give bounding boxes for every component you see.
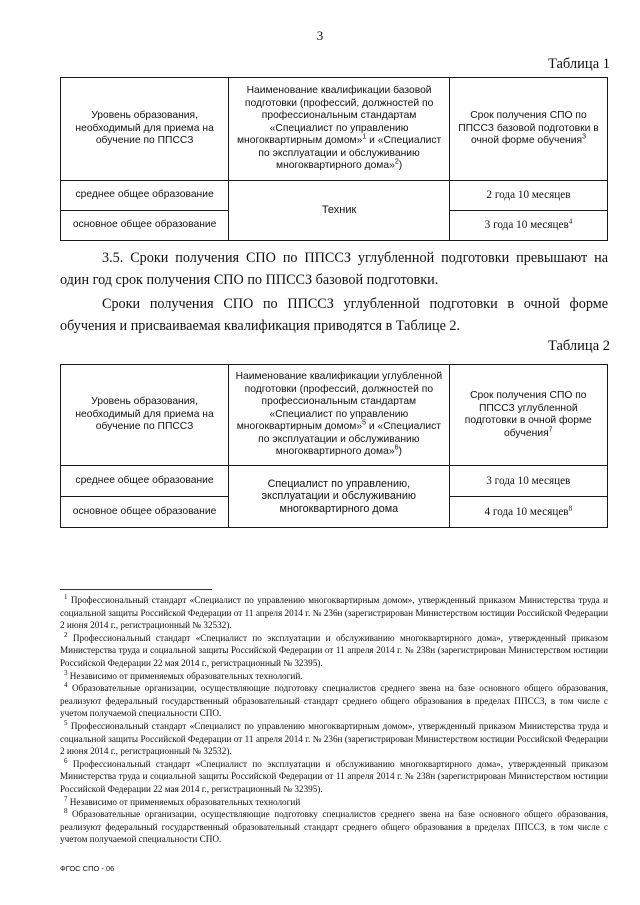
footnote: $^6$ Профессиональный стандарт «Специалист по эксплуатации и обслуживанию многоквартирного дома», утвержденный приказом Министерства труда и социальной защиты Российской Федерации от 11 апреля 2014 г. № 238н (зарегистрирован Министерством юстиции Российской Федерации 22 мая 2014 г., регистрационный № 32395).	[60, 756, 609, 794]
paragraph-3-5: 3.5. Сроки получения СПО по ППССЗ углубленной подготовки превышают на один год срок получения СПО по ППССЗ базовой подготовки.	[60, 250, 608, 288]
table-row	[61, 365, 608, 466]
cell-term: 3 года 10 месяцев	[449, 466, 607, 497]
page-number: 3	[316, 28, 324, 43]
footnote: $^5$ Профессиональный стандарт «Специалист по управлению многоквартирным домом», утвержденный приказом Министерства труда и социальной защиты Российской Федерации от 11 апреля 2014 г. № 236н (зарегистрирован Министерством юстиции Российской Федерации 2 июня 2014 г., регистрационный № 32532).	[60, 718, 608, 757]
cell-level: среднее общее образование	[61, 466, 229, 497]
table-1	[60, 77, 608, 241]
paragraph-table2-intro: Сроки получения СПО по ППССЗ углубленной подготовки в очной форме обучения и присваиваемая квалификация приводятся в Таблице 2.	[60, 296, 608, 334]
cell-term: 2 года 10 месяцев	[449, 181, 607, 211]
header-cell-qualification: Наименование квалификации углубленной подготовки (профессий, должностей по профессиональным стандартам «Специалист по управлению многоквартирным домом»$^5$ и «Специалист по эксплуатации и обслуживанию многоквартирного дома»$^6$)	[229, 365, 450, 466]
header-cell-term: Срок получения СПО по ППССЗ базовой подготовки в очной форме обучения$^3$	[449, 78, 607, 181]
header-cell-qualification: Наименование квалификации базовой подготовки (профессий, должностей по профессиональным стандартам «Специалист по управлению многоквартирным домом»$^1$ и «Специалист по эксплуатации и обслуживанию многоквартирного дома»$^2$)	[229, 78, 450, 181]
cell-level: основное общее образование	[61, 497, 229, 528]
footnotes	[60, 594, 608, 846]
footnote: $^3$ Независимо от применяемых образовательных технологий.	[64, 668, 303, 681]
footnote: $^8$ Образовательные организации, осуществляющие подготовку специалистов среднего звена на базе основного общего образования, реализуют федеральный государственный образовательный стандарт среднего общего образования в пределах ППССЗ, в том числе с учетом получаемой специальности СПО.	[60, 807, 609, 845]
cell-level: основное общее образование	[61, 211, 229, 241]
cell-level: среднее общее образование	[61, 181, 229, 211]
footnote: $^7$ Независимо от применяемых образовательных технологий	[64, 794, 301, 807]
footnote: $^2$ Профессиональный стандарт «Специалист по эксплуатации и обслуживанию многоквартирного дома», утвержденный приказом Министерства труда и социальной защиты Российской Федерации от 11 апреля 2014 г. № 238н (зарегистрирован Министерством юстиции Российской Федерации 22 мая 2014 г., регистрационный № 32395).	[60, 630, 609, 668]
cell-term: 3 года 10 месяцев$^4$	[449, 211, 607, 241]
footer-code: ФГОС СПО - 06	[60, 864, 115, 873]
cell-qualification: Специалист по управлению, эксплуатации и обслуживанию многоквартирного дома	[229, 466, 450, 528]
table-2	[60, 364, 608, 528]
cell-term: 4 года 10 месяцев$^8$	[449, 497, 607, 528]
footnote-divider	[60, 589, 212, 590]
footnote: $^4$ Образовательные организации, осуществляющие подготовку специалистов среднего звена на базе основного общего образования, реализуют федеральный государственный образовательный стандарт среднего общего образования в пределах ППССЗ, в том числе с учетом получаемой специальности СПО.	[60, 681, 609, 719]
cell-qualification: Техник	[229, 181, 450, 241]
header-cell-level: Уровень образования, необходимый для приема на обучение по ППССЗ	[61, 365, 229, 466]
table-2-caption: Таблица 2	[547, 338, 610, 354]
footnote: $^1$ Профессиональный стандарт «Специалист по управлению многоквартирным домом», утвержденный приказом Министерства труда и социальной защиты Российской Федерации от 11 апреля 2014 г. № 236н (зарегистрирован Министерством юстиции Российской Федерации 2 июня 2014 г., регистрационный № 32532).	[60, 592, 608, 631]
header-cell-level: Уровень образования, необходимый для приема на обучение по ППССЗ	[61, 78, 229, 181]
table-row	[61, 181, 608, 211]
table-row	[61, 78, 608, 181]
table-row	[61, 466, 608, 497]
header-cell-term: Срок получения СПО по ППССЗ углубленной подготовки в очной форме обучения$^7$	[449, 365, 607, 466]
table-1-caption: Таблица 1	[547, 56, 610, 72]
